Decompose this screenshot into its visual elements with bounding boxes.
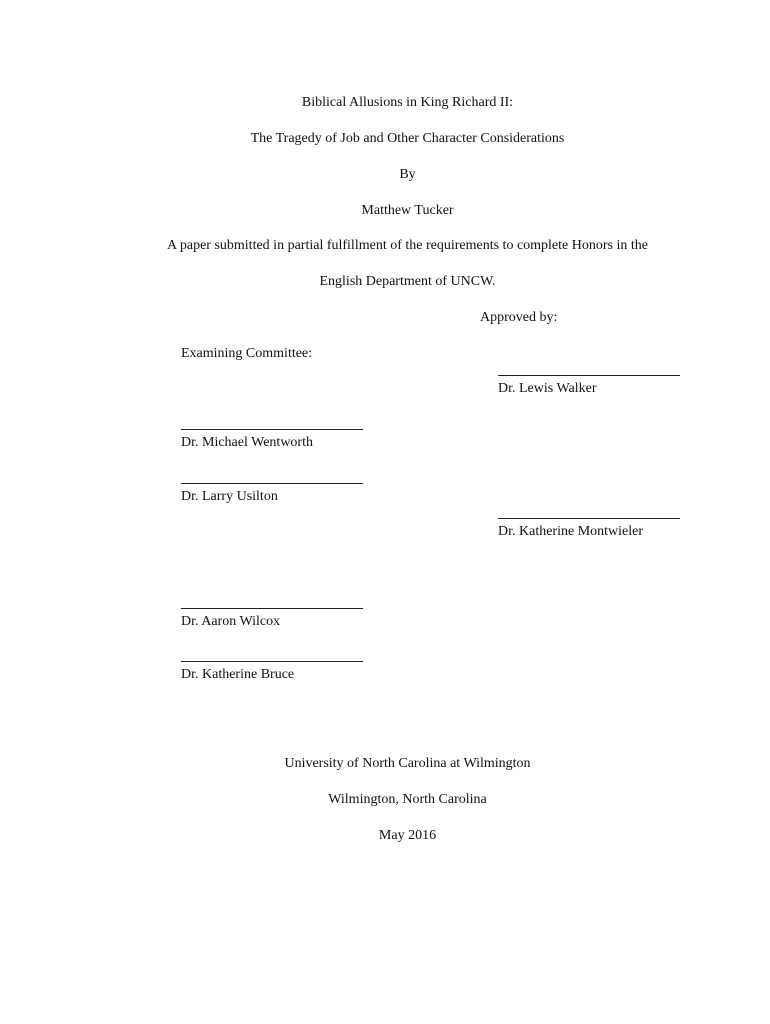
signer-usilton: Dr. Larry Usilton — [181, 489, 278, 504]
committee-label: Examining Committee: — [181, 346, 313, 361]
signer-bruce: Dr. Katherine Bruce — [181, 667, 295, 682]
title-line-1: Biblical Allusions in King Richard II: — [301, 95, 514, 110]
institution: University of North Carolina at Wilmington — [284, 756, 531, 771]
signer-wilcox: Dr. Aaron Wilcox — [181, 614, 281, 629]
signer-walker: Dr. Lewis Walker — [498, 381, 597, 396]
byline: By — [399, 167, 416, 182]
author-name: Matthew Tucker — [361, 203, 454, 218]
signature-line-walker — [498, 375, 680, 376]
submission-line-1: A paper submitted in partial fulfillment of the requirements to complete Honors in the — [167, 238, 648, 253]
signature-line-wentworth — [181, 429, 363, 430]
date: May 2016 — [378, 828, 437, 843]
signature-line-montwieler — [498, 518, 680, 519]
signature-line-wilcox — [181, 608, 363, 609]
submission-line-2: English Department of UNCW. — [319, 274, 496, 289]
signature-line-usilton — [181, 483, 363, 484]
signer-montwieler: Dr. Katherine Montwieler — [498, 524, 644, 539]
title-line-2: The Tragedy of Job and Other Character Considerations — [250, 131, 565, 146]
location: Wilmington, North Carolina — [328, 792, 487, 807]
signature-line-bruce — [181, 661, 363, 662]
signer-wentworth: Dr. Michael Wentworth — [181, 435, 313, 450]
approved-label: Approved by: — [480, 310, 558, 325]
